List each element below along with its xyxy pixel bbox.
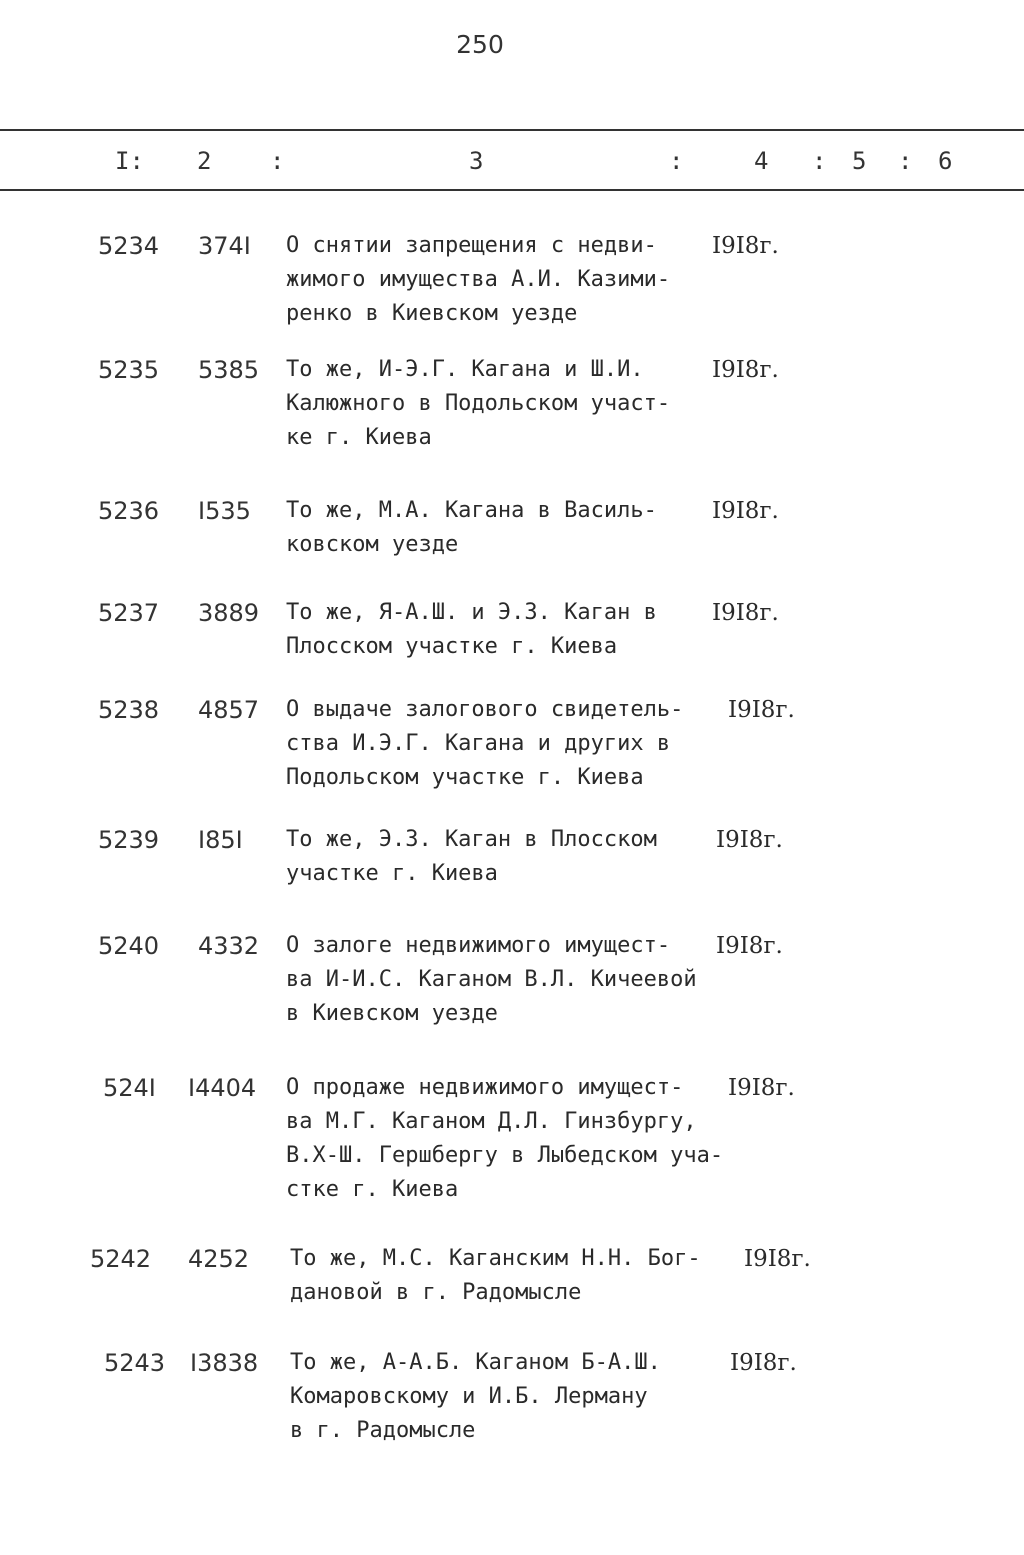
record-title [286, 229, 711, 331]
title-line: О снятии запрещения с недви- [286, 233, 657, 258]
title-line: ва И-И.С. Каганом В.Л. Кичеевой [286, 967, 697, 992]
file-number: 4857 [198, 696, 260, 724]
file-number: 3889 [198, 599, 260, 627]
title-line: участке г. Киева [286, 861, 498, 886]
record-title [286, 1071, 724, 1207]
title-line: ства И.Э.Г. Кагана и других в [286, 731, 671, 756]
title-line: То же, М.С. Каганским Н.Н. Бог- [290, 1246, 701, 1271]
title-line: О залоге недвижимого имущест- [286, 933, 671, 958]
record-number: 5243 [104, 1349, 166, 1377]
header-col-5: 5 [852, 147, 867, 175]
header-col-1: I: [115, 147, 144, 175]
record-year: I9I8г. [744, 1246, 811, 1272]
record-title [290, 1346, 715, 1448]
file-number: I4404 [188, 1074, 257, 1102]
record-title [290, 1242, 715, 1310]
record-year: I9I8г. [712, 498, 779, 524]
title-line: В.Х-Ш. Гершбергу в Лыбедском уча- [286, 1143, 724, 1168]
page-number: 250 [456, 30, 504, 59]
record-number: 524I [103, 1074, 156, 1102]
title-line: О продаже недвижимого имущест- [286, 1075, 684, 1100]
title-line: ва М.Г. Каганом Д.Л. Гинзбургу, [286, 1109, 697, 1134]
title-line: стке г. Киева [286, 1177, 459, 1202]
header-separator-4: : [898, 147, 913, 175]
record-year: I9I8г. [712, 600, 779, 626]
record-title [286, 596, 711, 664]
title-line: Плосском участке г. Киева [286, 634, 618, 659]
record-year: I9I8г. [712, 233, 779, 259]
header-separator-2: : [669, 147, 684, 175]
record-year: I9I8г. [716, 827, 783, 853]
title-line: жимого имущества А.И. Казими- [286, 267, 671, 292]
title-line: Подольском участке г. Киева [286, 765, 644, 790]
record-number: 5239 [98, 826, 160, 854]
file-number: 5385 [198, 356, 260, 384]
record-year: I9I8г. [716, 933, 783, 959]
table-header-bottom-rule [0, 189, 1024, 191]
record-number: 5242 [90, 1245, 152, 1273]
title-line: ке г. Киева [286, 425, 432, 450]
record-year: I9I8г. [728, 1075, 795, 1101]
header-col-2: 2 [197, 147, 212, 175]
record-year: I9I8г. [712, 357, 779, 383]
title-line: Калюжного в Подольском участ- [286, 391, 671, 416]
file-number: 374I [198, 232, 251, 260]
record-title [286, 823, 711, 891]
title-line: То же, И-Э.Г. Кагана и Ш.И. [286, 357, 644, 382]
title-line: в г. Радомысле [290, 1418, 476, 1443]
file-number: I535 [198, 497, 251, 525]
title-line: То же, А-А.Б. Каганом Б-А.Ш. [290, 1350, 661, 1375]
title-line: То же, М.А. Кагана в Василь- [286, 498, 657, 523]
record-title [286, 929, 711, 1031]
record-number: 5237 [98, 599, 160, 627]
header-separator-1: : [270, 147, 285, 175]
file-number: I85I [198, 826, 243, 854]
record-year: I9I8г. [730, 1350, 797, 1376]
title-line: в Киевском уезде [286, 1001, 498, 1026]
record-title [286, 693, 711, 795]
record-number: 5238 [98, 696, 160, 724]
record-year: I9I8г. [728, 697, 795, 723]
record-title [286, 494, 711, 562]
record-number: 5235 [98, 356, 160, 384]
title-line: То же, Э.З. Каган в Плосском [286, 827, 657, 852]
table-header-top-rule [0, 129, 1024, 131]
header-col-4: 4 [754, 147, 769, 175]
file-number: 4332 [198, 932, 260, 960]
title-line: То же, Я-А.Ш. и Э.З. Каган в [286, 600, 657, 625]
header-col-6: 6 [938, 147, 953, 175]
record-number: 5240 [98, 932, 160, 960]
title-line: дановой в г. Радомысле [290, 1280, 582, 1305]
title-line: О выдаче залогового свидетель- [286, 697, 684, 722]
header-separator-3: : [812, 147, 827, 175]
title-line: Комаровскому и И.Б. Лерману [290, 1384, 648, 1409]
record-number: 5236 [98, 497, 160, 525]
file-number: 4252 [188, 1245, 250, 1273]
title-line: ковском уезде [286, 532, 459, 557]
record-title [286, 353, 711, 455]
title-line: ренко в Киевском уезде [286, 301, 578, 326]
record-number: 5234 [98, 232, 160, 260]
header-col-3: 3 [469, 147, 484, 175]
file-number: I3838 [190, 1349, 259, 1377]
